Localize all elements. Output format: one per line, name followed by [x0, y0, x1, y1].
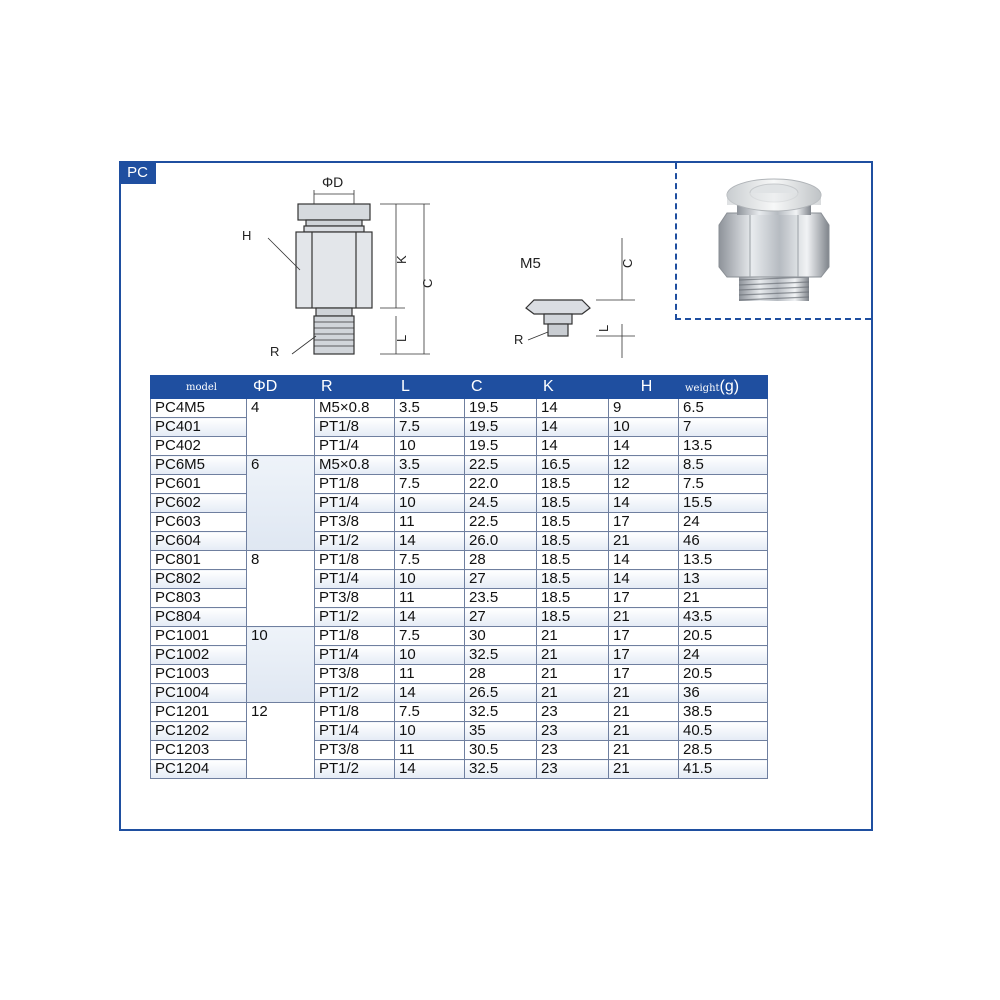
cell-model: PC1204: [151, 760, 247, 779]
cell-model: PC401: [151, 418, 247, 437]
cell-l: 7.5: [395, 551, 465, 570]
cell-l: 3.5: [395, 399, 465, 418]
cell-c: 23.5: [465, 589, 537, 608]
cell-c: 30: [465, 627, 537, 646]
cell-l: 14: [395, 532, 465, 551]
m5-label-r: R: [514, 332, 524, 347]
cell-l: 7.5: [395, 475, 465, 494]
cell-diameter: 6: [247, 456, 315, 551]
cell-model: PC1004: [151, 684, 247, 703]
cell-k: 18.5: [537, 589, 609, 608]
label-r: R: [270, 344, 280, 359]
header-weight-word: weight: [685, 383, 720, 394]
cell-c: 19.5: [465, 437, 537, 456]
cell-c: 19.5: [465, 399, 537, 418]
cell-k: 14: [537, 399, 609, 418]
cell-l: 14: [395, 608, 465, 627]
photo-frame: [675, 163, 871, 320]
table-row: [151, 456, 768, 475]
cell-model: PC602: [151, 494, 247, 513]
specification-table: [150, 375, 768, 779]
cell-l: 11: [395, 589, 465, 608]
table-row: [151, 513, 768, 532]
cell-k: 14: [537, 418, 609, 437]
cell-c: 35: [465, 722, 537, 741]
table-row: [151, 418, 768, 437]
cell-thread-r: PT3/8: [315, 741, 395, 760]
cell-c: 22.5: [465, 513, 537, 532]
series-tag: PC: [119, 161, 156, 184]
cell-thread-r: PT3/8: [315, 513, 395, 532]
technical-drawing: [230, 168, 650, 368]
cell-model: PC802: [151, 570, 247, 589]
cell-thread-r: M5×0.8: [315, 399, 395, 418]
cell-h: 12: [609, 456, 679, 475]
cell-weight: 36: [679, 684, 768, 703]
cell-k: 18.5: [537, 475, 609, 494]
cell-h: 14: [609, 437, 679, 456]
cell-weight: 15.5: [679, 494, 768, 513]
cell-c: 24.5: [465, 494, 537, 513]
cell-weight: 7: [679, 418, 768, 437]
label-k: K: [394, 255, 409, 264]
cell-k: 18.5: [537, 608, 609, 627]
cell-thread-r: PT1/8: [315, 703, 395, 722]
cell-l: 7.5: [395, 703, 465, 722]
cell-thread-r: PT1/8: [315, 627, 395, 646]
cell-l: 10: [395, 570, 465, 589]
cell-c: 19.5: [465, 418, 537, 437]
cell-l: 7.5: [395, 627, 465, 646]
cell-h: 21: [609, 760, 679, 779]
table-row: [151, 399, 768, 418]
cell-thread-r: PT1/4: [315, 570, 395, 589]
cell-h: 17: [609, 665, 679, 684]
label-c: C: [420, 278, 435, 288]
header-r: R: [315, 376, 395, 399]
cell-model: PC803: [151, 589, 247, 608]
cell-model: PC603: [151, 513, 247, 532]
m5-title: M5: [520, 255, 541, 272]
cell-thread-r: PT1/8: [315, 475, 395, 494]
header-phi-d: ΦD: [247, 376, 315, 399]
cell-c: 28: [465, 665, 537, 684]
cell-h: 9: [609, 399, 679, 418]
cell-h: 17: [609, 627, 679, 646]
cell-c: 30.5: [465, 741, 537, 760]
cell-c: 26.0: [465, 532, 537, 551]
cell-model: PC804: [151, 608, 247, 627]
cell-h: 21: [609, 703, 679, 722]
cell-diameter: 12: [247, 703, 315, 779]
table-body: [151, 399, 768, 779]
cell-h: 21: [609, 684, 679, 703]
cell-k: 23: [537, 741, 609, 760]
cell-thread-r: PT1/4: [315, 722, 395, 741]
cell-l: 11: [395, 741, 465, 760]
table-row: [151, 741, 768, 760]
cell-k: 21: [537, 665, 609, 684]
cell-thread-r: PT1/2: [315, 608, 395, 627]
m5-label-l: L: [596, 324, 611, 332]
m5-label-c: C: [620, 258, 635, 268]
cell-l: 11: [395, 513, 465, 532]
cell-c: 28: [465, 551, 537, 570]
cell-h: 17: [609, 646, 679, 665]
cell-h: 21: [609, 722, 679, 741]
label-phi-d: ΦD: [322, 174, 344, 190]
cell-c: 27: [465, 608, 537, 627]
cell-thread-r: PT1/8: [315, 418, 395, 437]
cell-diameter: 4: [247, 399, 315, 456]
table-header-row: [151, 376, 768, 399]
cell-weight: 6.5: [679, 399, 768, 418]
cell-c: 22.0: [465, 475, 537, 494]
cell-weight: 7.5: [679, 475, 768, 494]
cell-thread-r: PT3/8: [315, 665, 395, 684]
cell-thread-r: PT1/2: [315, 684, 395, 703]
cell-thread-r: PT3/8: [315, 589, 395, 608]
cell-model: PC801: [151, 551, 247, 570]
cell-c: 26.5: [465, 684, 537, 703]
header-model: model: [151, 376, 247, 399]
table-row: [151, 722, 768, 741]
table-row: [151, 475, 768, 494]
cell-thread-r: PT1/4: [315, 437, 395, 456]
cell-model: PC1003: [151, 665, 247, 684]
cell-weight: 38.5: [679, 703, 768, 722]
cell-weight: 13: [679, 570, 768, 589]
cell-model: PC1201: [151, 703, 247, 722]
header-l: L: [395, 376, 465, 399]
cell-h: 21: [609, 608, 679, 627]
push-in-fitting-photo-icon: [677, 163, 871, 318]
cell-h: 12: [609, 475, 679, 494]
cell-k: 21: [537, 684, 609, 703]
cell-h: 17: [609, 513, 679, 532]
cell-k: 23: [537, 760, 609, 779]
cell-h: 10: [609, 418, 679, 437]
cell-weight: 13.5: [679, 551, 768, 570]
cell-l: 14: [395, 684, 465, 703]
label-h: H: [242, 228, 252, 243]
cell-k: 23: [537, 722, 609, 741]
table-row: [151, 551, 768, 570]
cell-weight: 21: [679, 589, 768, 608]
table-row: [151, 494, 768, 513]
cell-k: 23: [537, 703, 609, 722]
table-row: [151, 532, 768, 551]
cell-thread-r: PT1/8: [315, 551, 395, 570]
cell-h: 14: [609, 570, 679, 589]
cell-model: PC601: [151, 475, 247, 494]
cell-k: 18.5: [537, 494, 609, 513]
cell-h: 21: [609, 532, 679, 551]
cell-weight: 46: [679, 532, 768, 551]
cell-thread-r: PT1/4: [315, 494, 395, 513]
cell-h: 14: [609, 494, 679, 513]
table-row: [151, 589, 768, 608]
cell-k: 18.5: [537, 532, 609, 551]
cell-l: 11: [395, 665, 465, 684]
cell-c: 32.5: [465, 646, 537, 665]
cell-l: 3.5: [395, 456, 465, 475]
cell-model: PC1001: [151, 627, 247, 646]
table-row: [151, 627, 768, 646]
cell-l: 7.5: [395, 418, 465, 437]
cell-k: 21: [537, 646, 609, 665]
cell-model: PC1203: [151, 741, 247, 760]
table-row: [151, 684, 768, 703]
cell-k: 16.5: [537, 456, 609, 475]
table-row: [151, 570, 768, 589]
cell-model: PC6M5: [151, 456, 247, 475]
cell-model: PC1202: [151, 722, 247, 741]
cell-weight: 41.5: [679, 760, 768, 779]
cell-l: 10: [395, 437, 465, 456]
cell-weight: 8.5: [679, 456, 768, 475]
cell-diameter: 8: [247, 551, 315, 627]
cell-k: 18.5: [537, 551, 609, 570]
header-weight-unit: (g): [719, 378, 740, 395]
cell-k: 18.5: [537, 513, 609, 532]
cell-thread-r: PT1/2: [315, 760, 395, 779]
cell-model: PC402: [151, 437, 247, 456]
cell-model: PC604: [151, 532, 247, 551]
table-row: [151, 703, 768, 722]
cell-weight: 13.5: [679, 437, 768, 456]
table-row: [151, 646, 768, 665]
cell-weight: 24: [679, 513, 768, 532]
header-h: H: [609, 376, 679, 399]
cell-c: 27: [465, 570, 537, 589]
header-k: K: [537, 376, 609, 399]
cell-c: 22.5: [465, 456, 537, 475]
cell-weight: 20.5: [679, 627, 768, 646]
table-row: [151, 665, 768, 684]
fitting-drawing-m5: [526, 300, 590, 336]
cell-weight: 28.5: [679, 741, 768, 760]
cell-weight: 43.5: [679, 608, 768, 627]
cell-thread-r: PT1/2: [315, 532, 395, 551]
cell-k: 14: [537, 437, 609, 456]
header-c: C: [465, 376, 537, 399]
cell-k: 21: [537, 627, 609, 646]
table-row: [151, 437, 768, 456]
cell-weight: 20.5: [679, 665, 768, 684]
cell-l: 14: [395, 760, 465, 779]
cell-model: PC1002: [151, 646, 247, 665]
cell-thread-r: M5×0.8: [315, 456, 395, 475]
table-row: [151, 608, 768, 627]
cell-k: 18.5: [537, 570, 609, 589]
cell-weight: 24: [679, 646, 768, 665]
cell-h: 17: [609, 589, 679, 608]
cell-c: 32.5: [465, 760, 537, 779]
cell-l: 10: [395, 722, 465, 741]
cell-l: 10: [395, 646, 465, 665]
cell-l: 10: [395, 494, 465, 513]
cell-h: 21: [609, 741, 679, 760]
cell-thread-r: PT1/4: [315, 646, 395, 665]
cell-model: PC4M5: [151, 399, 247, 418]
header-weight: [679, 376, 768, 399]
cell-h: 14: [609, 551, 679, 570]
cell-c: 32.5: [465, 703, 537, 722]
fitting-drawing-main: [296, 204, 372, 354]
cell-diameter: 10: [247, 627, 315, 703]
label-l: L: [394, 334, 409, 342]
table-row: [151, 760, 768, 779]
cell-weight: 40.5: [679, 722, 768, 741]
